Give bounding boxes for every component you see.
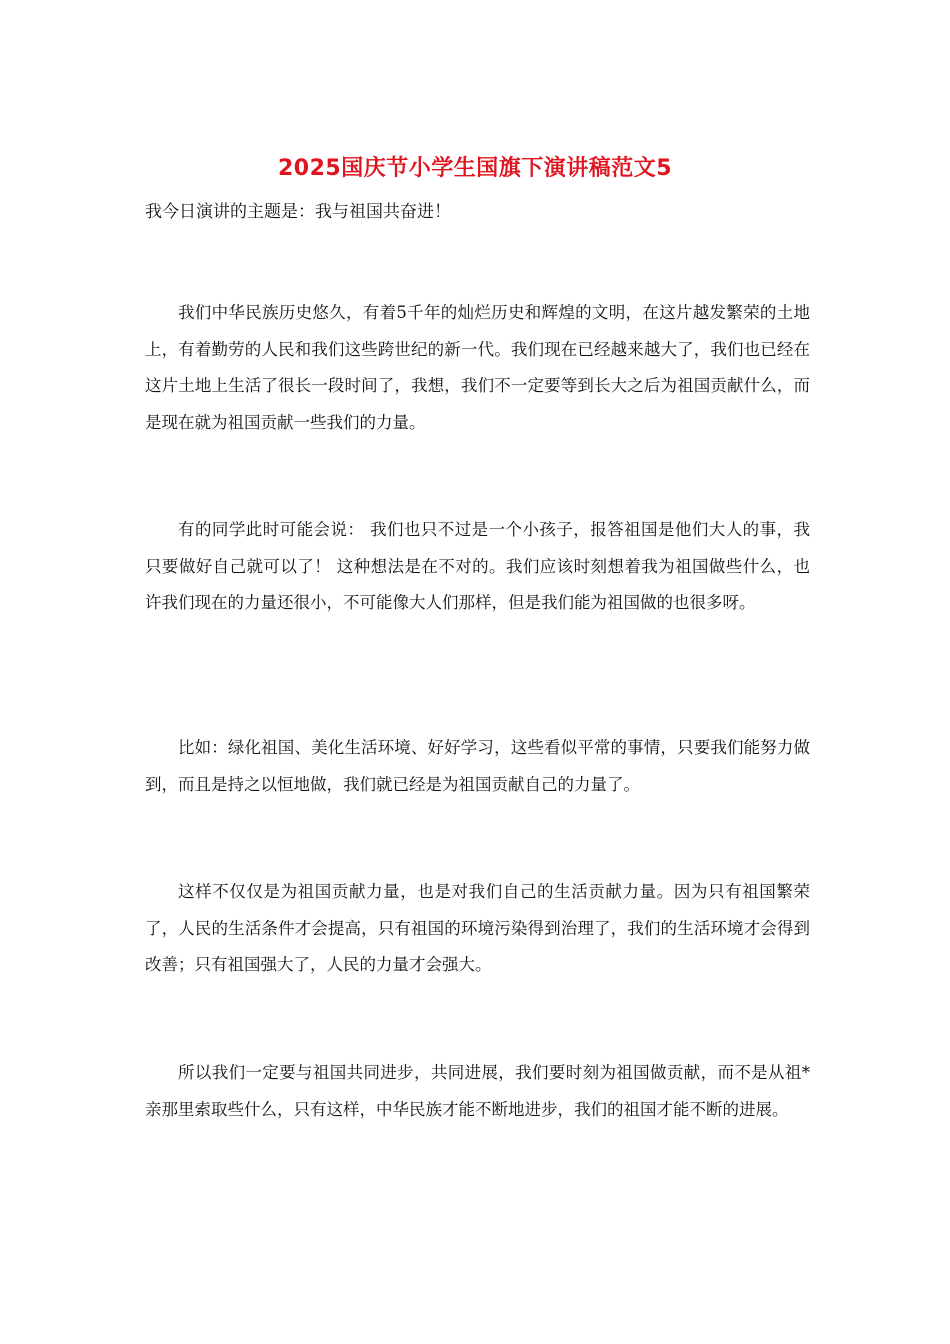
paragraph: 这样不仅仅是为祖国贡献力量，也是对我们自己的生活贡献力量。因为只有祖国繁荣了，人民的生活条件才会提高，只有祖国的环境污染得到治理了，我们的生活环境才会得到改善；只有祖国强大了，人民的力量才会强大。 xyxy=(145,882,810,974)
paragraph: 有的同学此时可能会说： 我们也只不过是一个小孩子，报答祖国是他们大人的事，我只要做好自己就可以了！ 这种想法是在不对的。我们应该时刻想着我为祖国做些什么，也许我们现在的力量还很小，不可能像大人们那样，但是我们能为祖国做的也很多呀。 xyxy=(145,520,810,612)
paragraph: 所以我们一定要与祖国共同进步，共同进展，我们要时刻为祖国做贡献，而不是从祖*亲那里索取些什么，只有这样，中华民族才能不断地进步，我们的祖国才能不断的进展。 xyxy=(145,1063,810,1119)
intro-line: 我今日演讲的主题是：我与祖国共奋进！ xyxy=(145,202,451,222)
paragraph: 比如：绿化祖国、美化生活环境、好好学习，这些看似平常的事情，只要我们能努力做到，而且是持之以恒地做，我们就已经是为祖国贡献自己的力量了。 xyxy=(145,738,810,794)
document-title: 2025国庆节小学生国旗下演讲稿范文5 xyxy=(277,156,673,181)
paragraph: 我们中华民族历史悠久，有着5千年的灿烂历史和辉煌的文明，在这片越发繁荣的土地上，有着勤劳的人民和我们这些跨世纪的新一代。我们现在已经越来越大了，我们也已经在这片土地上生活了很长一段时间了，我想，我们不一定要等到长大之后为祖国贡献什么，而是现在就为祖国贡献一些我们的力量。 xyxy=(145,303,810,432)
